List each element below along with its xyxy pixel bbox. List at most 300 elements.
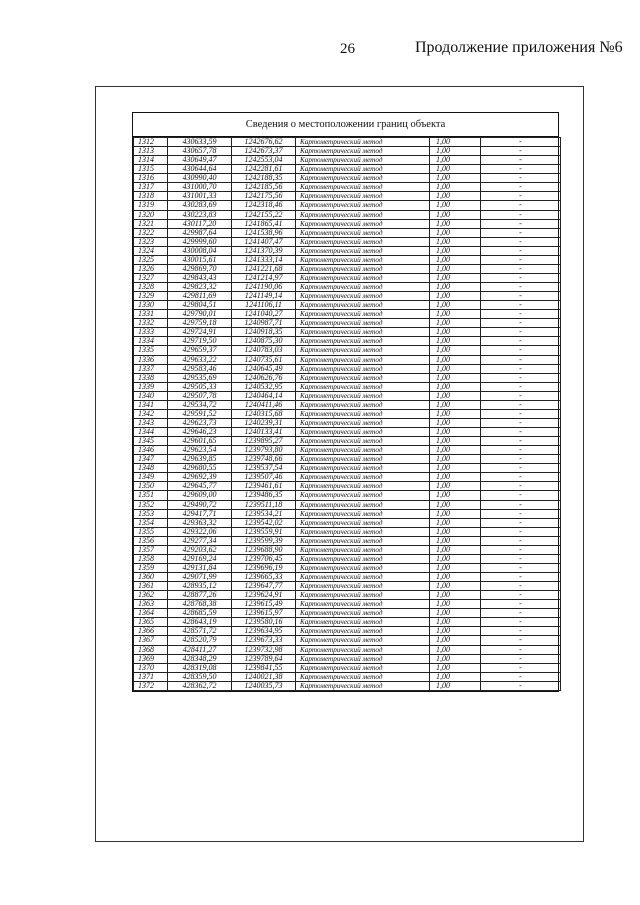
point-number-cell: 1322 xyxy=(134,228,168,237)
coordinate-x-cell: 429823,32 xyxy=(168,283,232,292)
method-cell: Картометрический метод xyxy=(296,618,430,627)
accuracy-cell: 1,00 xyxy=(430,509,481,518)
method-cell: Картометрический метод xyxy=(296,174,430,183)
coordinate-x-cell: 429759,18 xyxy=(168,319,232,328)
point-number-cell: 1315 xyxy=(134,165,168,174)
coordinate-x-cell: 430990,40 xyxy=(168,174,232,183)
coordinate-x-cell: 430008,04 xyxy=(168,246,232,255)
accuracy-cell: 1,00 xyxy=(430,210,481,219)
point-number-cell: 1358 xyxy=(134,554,168,563)
method-cell: Картометрический метод xyxy=(296,600,430,609)
coordinate-x-cell: 429071,99 xyxy=(168,573,232,582)
coordinate-y-cell: 1239615,49 xyxy=(232,600,296,609)
coordinate-x-cell: 429633,22 xyxy=(168,355,232,364)
accuracy-cell: 1,00 xyxy=(430,400,481,409)
description-cell: - xyxy=(481,663,561,672)
description-cell: - xyxy=(481,645,561,654)
accuracy-cell: 1,00 xyxy=(430,518,481,527)
accuracy-cell: 1,00 xyxy=(430,409,481,418)
coordinate-y-cell: 1242676,62 xyxy=(232,138,296,147)
coordinate-y-cell: 1240035,73 xyxy=(232,681,296,690)
method-cell: Картометрический метод xyxy=(296,536,430,545)
accuracy-cell: 1,00 xyxy=(430,337,481,346)
method-cell: Картометрический метод xyxy=(296,391,430,400)
table-row xyxy=(134,165,561,174)
accuracy-cell: 1,00 xyxy=(430,183,481,192)
method-cell: Картометрический метод xyxy=(296,219,430,228)
coordinate-x-cell: 429507,78 xyxy=(168,391,232,400)
accuracy-cell: 1,00 xyxy=(430,201,481,210)
accuracy-cell: 1,00 xyxy=(430,138,481,147)
description-cell: - xyxy=(481,482,561,491)
point-number-cell: 1347 xyxy=(134,455,168,464)
table-row xyxy=(134,464,561,473)
table-row xyxy=(134,437,561,446)
table-row xyxy=(134,328,561,337)
table-row xyxy=(134,337,561,346)
point-number-cell: 1370 xyxy=(134,663,168,672)
point-number-cell: 1338 xyxy=(134,373,168,382)
table-row xyxy=(134,319,561,328)
description-cell: - xyxy=(481,192,561,201)
accuracy-cell: 1,00 xyxy=(430,491,481,500)
accuracy-cell: 1,00 xyxy=(430,283,481,292)
method-cell: Картометрический метод xyxy=(296,237,430,246)
point-number-cell: 1339 xyxy=(134,382,168,391)
table-row xyxy=(134,455,561,464)
method-cell: Картометрический метод xyxy=(296,165,430,174)
method-cell: Картометрический метод xyxy=(296,645,430,654)
description-cell: - xyxy=(481,618,561,627)
table-row xyxy=(134,600,561,609)
accuracy-cell: 1,00 xyxy=(430,310,481,319)
accuracy-cell: 1,00 xyxy=(430,554,481,563)
description-cell: - xyxy=(481,609,561,618)
description-cell: - xyxy=(481,573,561,582)
accuracy-cell: 1,00 xyxy=(430,391,481,400)
accuracy-cell: 1,00 xyxy=(430,255,481,264)
method-cell: Картометрический метод xyxy=(296,292,430,301)
point-number-cell: 1345 xyxy=(134,437,168,446)
description-cell: - xyxy=(481,518,561,527)
method-cell: Картометрический метод xyxy=(296,283,430,292)
table-row xyxy=(134,536,561,545)
description-cell: - xyxy=(481,672,561,681)
description-cell: - xyxy=(481,409,561,418)
coordinate-x-cell: 429646,23 xyxy=(168,428,232,437)
page-number: 26 xyxy=(340,41,355,57)
method-cell: Картометрический метод xyxy=(296,636,430,645)
method-cell: Картометрический метод xyxy=(296,663,430,672)
description-cell: - xyxy=(481,491,561,500)
description-cell: - xyxy=(481,273,561,282)
table-row xyxy=(134,147,561,156)
table-row xyxy=(134,310,561,319)
description-cell: - xyxy=(481,500,561,509)
method-cell: Картометрический метод xyxy=(296,364,430,373)
coordinate-y-cell: 1239793,80 xyxy=(232,446,296,455)
point-number-cell: 1354 xyxy=(134,518,168,527)
table-row xyxy=(134,382,561,391)
description-cell: - xyxy=(481,237,561,246)
table-row xyxy=(134,563,561,572)
coordinate-y-cell: 1239580,16 xyxy=(232,618,296,627)
description-cell: - xyxy=(481,536,561,545)
description-cell: - xyxy=(481,319,561,328)
coordinate-x-cell: 429843,43 xyxy=(168,273,232,282)
point-number-cell: 1349 xyxy=(134,473,168,482)
point-number-cell: 1363 xyxy=(134,600,168,609)
accuracy-cell: 1,00 xyxy=(430,500,481,509)
accuracy-cell: 1,00 xyxy=(430,654,481,663)
description-cell: - xyxy=(481,418,561,427)
coordinate-x-cell: 430649,47 xyxy=(168,156,232,165)
coordinate-y-cell: 1239461,61 xyxy=(232,482,296,491)
coordinate-y-cell: 1239665,33 xyxy=(232,573,296,582)
method-cell: Картометрический метод xyxy=(296,491,430,500)
accuracy-cell: 1,00 xyxy=(430,355,481,364)
table-row xyxy=(134,636,561,645)
point-number-cell: 1312 xyxy=(134,138,168,147)
method-cell: Картометрический метод xyxy=(296,138,430,147)
point-number-cell: 1328 xyxy=(134,283,168,292)
coordinate-x-cell: 429609,00 xyxy=(168,491,232,500)
table-row xyxy=(134,545,561,554)
point-number-cell: 1343 xyxy=(134,418,168,427)
coordinate-x-cell: 428319,08 xyxy=(168,663,232,672)
point-number-cell: 1356 xyxy=(134,536,168,545)
description-cell: - xyxy=(481,509,561,518)
description-cell: - xyxy=(481,337,561,346)
coordinate-x-cell: 428877,26 xyxy=(168,591,232,600)
coordinate-y-cell: 1239559,91 xyxy=(232,527,296,536)
coordinate-x-cell: 428768,38 xyxy=(168,600,232,609)
accuracy-cell: 1,00 xyxy=(430,346,481,355)
coordinate-y-cell: 1241370,39 xyxy=(232,246,296,255)
description-cell: - xyxy=(481,554,561,563)
coordinate-x-cell: 429645,77 xyxy=(168,482,232,491)
method-cell: Картометрический метод xyxy=(296,355,430,364)
accuracy-cell: 1,00 xyxy=(430,373,481,382)
description-cell: - xyxy=(481,283,561,292)
point-number-cell: 1372 xyxy=(134,681,168,690)
method-cell: Картометрический метод xyxy=(296,319,430,328)
method-cell: Картометрический метод xyxy=(296,147,430,156)
accuracy-cell: 1,00 xyxy=(430,563,481,572)
coordinate-x-cell: 429277,34 xyxy=(168,536,232,545)
table-row xyxy=(134,283,561,292)
coordinate-x-cell: 429591,52 xyxy=(168,409,232,418)
description-cell: - xyxy=(481,165,561,174)
point-number-cell: 1368 xyxy=(134,645,168,654)
coordinate-x-cell: 429490,72 xyxy=(168,500,232,509)
point-number-cell: 1357 xyxy=(134,545,168,554)
coordinate-y-cell: 1239511,18 xyxy=(232,500,296,509)
description-cell: - xyxy=(481,545,561,554)
description-cell: - xyxy=(481,156,561,165)
accuracy-cell: 1,00 xyxy=(430,228,481,237)
coordinate-x-cell: 429623,54 xyxy=(168,446,232,455)
accuracy-cell: 1,00 xyxy=(430,527,481,536)
coordinate-y-cell: 1239534,21 xyxy=(232,509,296,518)
accuracy-cell: 1,00 xyxy=(430,437,481,446)
point-number-cell: 1330 xyxy=(134,301,168,310)
coordinate-y-cell: 1240875,30 xyxy=(232,337,296,346)
method-cell: Картометрический метод xyxy=(296,582,430,591)
accuracy-cell: 1,00 xyxy=(430,618,481,627)
method-cell: Картометрический метод xyxy=(296,201,430,210)
description-cell: - xyxy=(481,210,561,219)
table-row xyxy=(134,509,561,518)
coordinate-x-cell: 428362,72 xyxy=(168,681,232,690)
coordinate-x-cell: 429790,01 xyxy=(168,310,232,319)
point-number-cell: 1326 xyxy=(134,264,168,273)
coordinate-y-cell: 1242553,04 xyxy=(232,156,296,165)
accuracy-cell: 1,00 xyxy=(430,582,481,591)
method-cell: Картометрический метод xyxy=(296,591,430,600)
coordinate-y-cell: 1239895,27 xyxy=(232,437,296,446)
description-cell: - xyxy=(481,600,561,609)
description-cell: - xyxy=(481,627,561,636)
description-cell: - xyxy=(481,527,561,536)
accuracy-cell: 1,00 xyxy=(430,663,481,672)
table-row xyxy=(134,618,561,627)
table-row xyxy=(134,355,561,364)
coordinate-x-cell: 428348,29 xyxy=(168,654,232,663)
coordinate-x-cell: 429719,50 xyxy=(168,337,232,346)
coordinate-y-cell: 1241333,14 xyxy=(232,255,296,264)
method-cell: Картометрический метод xyxy=(296,563,430,572)
coordinate-y-cell: 1239486,35 xyxy=(232,491,296,500)
coordinate-y-cell: 1239542,02 xyxy=(232,518,296,527)
coordinate-y-cell: 1241865,41 xyxy=(232,219,296,228)
table-row xyxy=(134,418,561,427)
coordinate-y-cell: 1239634,95 xyxy=(232,627,296,636)
coordinate-y-cell: 1239537,54 xyxy=(232,464,296,473)
point-number-cell: 1327 xyxy=(134,273,168,282)
method-cell: Картометрический метод xyxy=(296,246,430,255)
description-cell: - xyxy=(481,328,561,337)
description-cell: - xyxy=(481,138,561,147)
description-cell: - xyxy=(481,446,561,455)
table-row xyxy=(134,201,561,210)
table-row xyxy=(134,518,561,527)
table-row xyxy=(134,255,561,264)
table-row xyxy=(134,500,561,509)
table-row xyxy=(134,301,561,310)
description-cell: - xyxy=(481,228,561,237)
point-number-cell: 1353 xyxy=(134,509,168,518)
coordinate-x-cell: 429811,69 xyxy=(168,292,232,301)
coordinate-x-cell: 430223,83 xyxy=(168,210,232,219)
coordinate-x-cell: 429987,64 xyxy=(168,228,232,237)
method-cell: Картометрический метод xyxy=(296,654,430,663)
method-cell: Картометрический метод xyxy=(296,554,430,563)
accuracy-cell: 1,00 xyxy=(430,165,481,174)
point-number-cell: 1351 xyxy=(134,491,168,500)
coordinate-x-cell: 431001,33 xyxy=(168,192,232,201)
coordinate-y-cell: 1239696,19 xyxy=(232,563,296,572)
table-row xyxy=(134,482,561,491)
accuracy-cell: 1,00 xyxy=(430,273,481,282)
coordinate-y-cell: 1239748,66 xyxy=(232,455,296,464)
table-row xyxy=(134,219,561,228)
point-number-cell: 1350 xyxy=(134,482,168,491)
point-number-cell: 1362 xyxy=(134,591,168,600)
point-number-cell: 1313 xyxy=(134,147,168,156)
coordinate-x-cell: 429322,06 xyxy=(168,527,232,536)
table-row xyxy=(134,264,561,273)
description-cell: - xyxy=(481,464,561,473)
accuracy-cell: 1,00 xyxy=(430,636,481,645)
accuracy-cell: 1,00 xyxy=(430,464,481,473)
accuracy-cell: 1,00 xyxy=(430,192,481,201)
method-cell: Картометрический метод xyxy=(296,573,430,582)
method-cell: Картометрический метод xyxy=(296,627,430,636)
accuracy-cell: 1,00 xyxy=(430,473,481,482)
accuracy-cell: 1,00 xyxy=(430,246,481,255)
coordinate-y-cell: 1242673,37 xyxy=(232,147,296,156)
table-row xyxy=(134,174,561,183)
coordinate-x-cell: 429363,32 xyxy=(168,518,232,527)
description-cell: - xyxy=(481,346,561,355)
method-cell: Картометрический метод xyxy=(296,418,430,427)
method-cell: Картометрический метод xyxy=(296,428,430,437)
coordinate-x-cell: 429131,84 xyxy=(168,563,232,572)
point-number-cell: 1359 xyxy=(134,563,168,572)
method-cell: Картометрический метод xyxy=(296,273,430,282)
method-cell: Картометрический метод xyxy=(296,455,430,464)
table-row xyxy=(134,473,561,482)
point-number-cell: 1321 xyxy=(134,219,168,228)
coordinate-x-cell: 429601,65 xyxy=(168,437,232,446)
point-number-cell: 1365 xyxy=(134,618,168,627)
table-row xyxy=(134,210,561,219)
coordinate-y-cell: 1239688,90 xyxy=(232,545,296,554)
coordinate-y-cell: 1240987,71 xyxy=(232,319,296,328)
method-cell: Картометрический метод xyxy=(296,400,430,409)
coordinate-y-cell: 1242175,56 xyxy=(232,192,296,201)
coordinate-x-cell: 429999,60 xyxy=(168,237,232,246)
method-cell: Картометрический метод xyxy=(296,346,430,355)
coordinate-y-cell: 1242281,61 xyxy=(232,165,296,174)
coordinate-x-cell: 430644,64 xyxy=(168,165,232,174)
coordinate-x-cell: 429804,51 xyxy=(168,301,232,310)
point-number-cell: 1318 xyxy=(134,192,168,201)
coordinate-y-cell: 1241221,68 xyxy=(232,264,296,273)
point-number-cell: 1334 xyxy=(134,337,168,346)
coordinate-x-cell: 428643,19 xyxy=(168,618,232,627)
point-number-cell: 1336 xyxy=(134,355,168,364)
method-cell: Картометрический метод xyxy=(296,464,430,473)
coordinate-x-cell: 428685,59 xyxy=(168,609,232,618)
coordinate-y-cell: 1239615,97 xyxy=(232,609,296,618)
point-number-cell: 1364 xyxy=(134,609,168,618)
table-body xyxy=(134,138,561,691)
description-cell: - xyxy=(481,400,561,409)
table-row xyxy=(134,609,561,618)
method-cell: Картометрический метод xyxy=(296,310,430,319)
coordinate-y-cell: 1241538,96 xyxy=(232,228,296,237)
coordinate-y-cell: 1241407,47 xyxy=(232,237,296,246)
coordinate-y-cell: 1242188,35 xyxy=(232,174,296,183)
coordinate-x-cell: 430633,59 xyxy=(168,138,232,147)
point-number-cell: 1346 xyxy=(134,446,168,455)
appendix-heading: Продолжение приложения №6 xyxy=(415,39,623,56)
description-cell: - xyxy=(481,364,561,373)
point-number-cell: 1367 xyxy=(134,636,168,645)
table-row xyxy=(134,346,561,355)
coordinate-y-cell: 1240239,31 xyxy=(232,418,296,427)
coordinate-x-cell: 429505,33 xyxy=(168,382,232,391)
point-number-cell: 1332 xyxy=(134,319,168,328)
point-number-cell: 1320 xyxy=(134,210,168,219)
coordinate-y-cell: 1242155,22 xyxy=(232,210,296,219)
method-cell: Картометрический метод xyxy=(296,156,430,165)
coordinate-y-cell: 1241214,97 xyxy=(232,273,296,282)
description-cell: - xyxy=(481,264,561,273)
point-number-cell: 1325 xyxy=(134,255,168,264)
table-row xyxy=(134,273,561,282)
accuracy-cell: 1,00 xyxy=(430,364,481,373)
description-cell: - xyxy=(481,219,561,228)
point-number-cell: 1324 xyxy=(134,246,168,255)
method-cell: Картометрический метод xyxy=(296,609,430,618)
point-number-cell: 1319 xyxy=(134,201,168,210)
accuracy-cell: 1,00 xyxy=(430,609,481,618)
coordinate-y-cell: 1240021,38 xyxy=(232,672,296,681)
coordinate-x-cell: 429535,69 xyxy=(168,373,232,382)
coordinate-x-cell: 429639,85 xyxy=(168,455,232,464)
method-cell: Картометрический метод xyxy=(296,681,430,690)
method-cell: Картометрический метод xyxy=(296,228,430,237)
description-cell: - xyxy=(481,654,561,663)
method-cell: Картометрический метод xyxy=(296,382,430,391)
description-cell: - xyxy=(481,636,561,645)
table-row xyxy=(134,582,561,591)
coordinate-x-cell: 430657,78 xyxy=(168,147,232,156)
point-number-cell: 1348 xyxy=(134,464,168,473)
coordinate-x-cell: 429417,71 xyxy=(168,509,232,518)
table-row xyxy=(134,409,561,418)
point-number-cell: 1317 xyxy=(134,183,168,192)
method-cell: Картометрический метод xyxy=(296,210,430,219)
coordinate-x-cell: 430015,61 xyxy=(168,255,232,264)
description-cell: - xyxy=(481,201,561,210)
point-number-cell: 1333 xyxy=(134,328,168,337)
method-cell: Картометрический метод xyxy=(296,500,430,509)
description-cell: - xyxy=(481,681,561,690)
table-row xyxy=(134,681,561,690)
table-row xyxy=(134,627,561,636)
method-cell: Картометрический метод xyxy=(296,183,430,192)
description-cell: - xyxy=(481,391,561,400)
coordinate-y-cell: 1240918,35 xyxy=(232,328,296,337)
coordinate-x-cell: 429169,24 xyxy=(168,554,232,563)
accuracy-cell: 1,00 xyxy=(430,672,481,681)
coordinate-y-cell: 1241149,14 xyxy=(232,292,296,301)
coordinate-x-cell: 428520,79 xyxy=(168,636,232,645)
coordinate-x-cell: 429534,72 xyxy=(168,400,232,409)
table-row xyxy=(134,246,561,255)
coordinate-x-cell: 430117,20 xyxy=(168,219,232,228)
table-row xyxy=(134,654,561,663)
point-number-cell: 1314 xyxy=(134,156,168,165)
coordinate-y-cell: 1241106,11 xyxy=(232,301,296,310)
coordinate-x-cell: 429583,46 xyxy=(168,364,232,373)
method-cell: Картометрический метод xyxy=(296,192,430,201)
description-cell: - xyxy=(481,373,561,382)
